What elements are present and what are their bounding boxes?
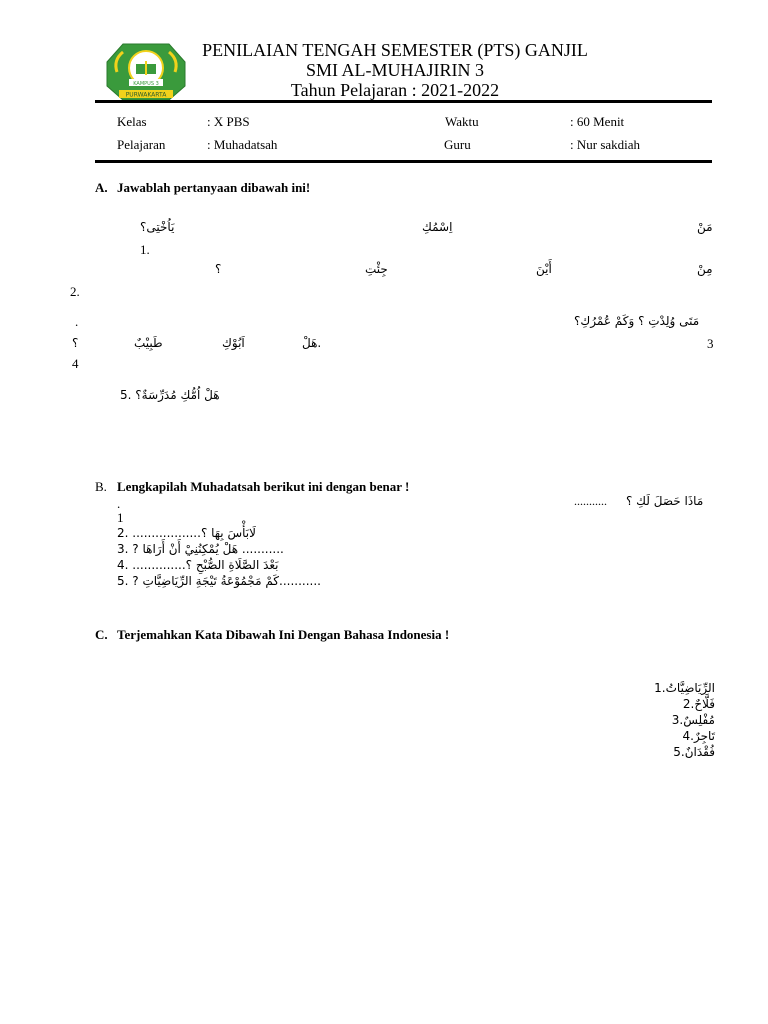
b-item4: 4. ..............بَعْدَ الصَّلَاةِ الصُّبْحِ ؟ [117,558,279,572]
b-item3: 3. ? هَلْ يُمْكِنُنِيْ أَنْ أَرَاهَا ........... [117,542,284,556]
guru-value: : Nur sakdiah [570,137,641,152]
logo-book-spine [145,61,147,75]
q4-word-1: هَلْ. [302,336,322,350]
header-title-line3: Tahun Pelajaran : 2021-2022 [290,80,500,100]
q2-word-4: ؟ [215,262,222,276]
kelas-label: Kelas [117,114,147,129]
section-a-title: Jawablah pertanyaan dibawah ini! [117,180,311,195]
header-title-line2: SMI AL-MUHAJIRIN 3 [305,60,484,80]
b-item2: 2. ..................لَابَأْسَ بِهَا ؟ [117,526,256,540]
waktu-label: Waktu [445,114,479,129]
pelajaran-value: : Muhadatsah [207,137,278,152]
b-item1-blank: ........... [574,494,607,508]
q2-word-3: جِئْتِ [365,262,388,276]
q4-word-4: ؟ [72,336,79,350]
b-item1-question: مَاذَا حَصَلَ لَكِ ؟ [626,494,704,508]
section-b-letter: B. [95,479,107,494]
guru-label: Guru [444,137,471,152]
section-a-letter: A. [95,180,108,195]
section-c-letter: C. [95,627,108,642]
q2-number: 2. [70,284,80,299]
section-c-title: Terjemahkan Kata Dibawah Ini Dengan Bahasa Indonesia ! [117,627,450,642]
b-item1-number: 1 [117,510,124,525]
q3-dot: . [75,314,79,329]
b-item5: 5. ? كَمْ مَجْمُوْعَةُ تَيْجَةِ الرِّيَاضِيَّاتِ........... [117,574,321,588]
q3-text: مَتَى وُلِدْتِ ؟ وَكَمْ عُمْرُكِ؟ [574,314,700,328]
q1-word-2: اِسْمُكِ [422,220,453,234]
header-rule-bottom [95,160,712,163]
q2-word-1: مِنْ [697,262,713,276]
pelajaran-label: Pelajaran [117,137,166,152]
header-title-line1: PENILAIAN TENGAH SEMESTER (PTS) GANJIL [202,40,588,60]
c-item-2: 2.فَلَّاحٌ [682,697,715,711]
logo-banner-text: PURWAKARTA [125,91,167,99]
q2-word-2: أَيْنَ [536,262,552,276]
kelas-value: : X PBS [207,114,250,129]
c-item-3: 3.مُفْلِسٌ [671,713,715,727]
c-item-4: 4.تَاجِرٌ [682,729,715,743]
q5-text: 5. هَلْ اُمُّكِ مُدَرِّسَةٌ؟ [120,388,220,402]
q4-word-3: طَبِيْبٌ [134,336,163,350]
c-item-5: 5.فُقْدَانٌ [673,745,715,759]
c-item-1: 1.الرِّيَاضِيَّاتُ [654,681,715,695]
q1-word-3: يَاُخْتِى؟ [140,220,175,234]
q4-word-2: اَبُوْكِ [222,336,245,350]
q3-number: 3 [707,336,714,351]
logo-badge-text: KAMPUS 3 [133,81,159,87]
q4-number: 4 [72,356,79,371]
q1-number: 1. [140,242,150,257]
header-rule-top [95,100,712,103]
b-item1-dot: . [117,496,121,511]
waktu-value: : 60 Menit [570,114,625,129]
q1-word-1: مَنْ [697,220,713,234]
section-b-title: Lengkapilah Muhadatsah berikut ini dengan benar ! [117,479,410,494]
